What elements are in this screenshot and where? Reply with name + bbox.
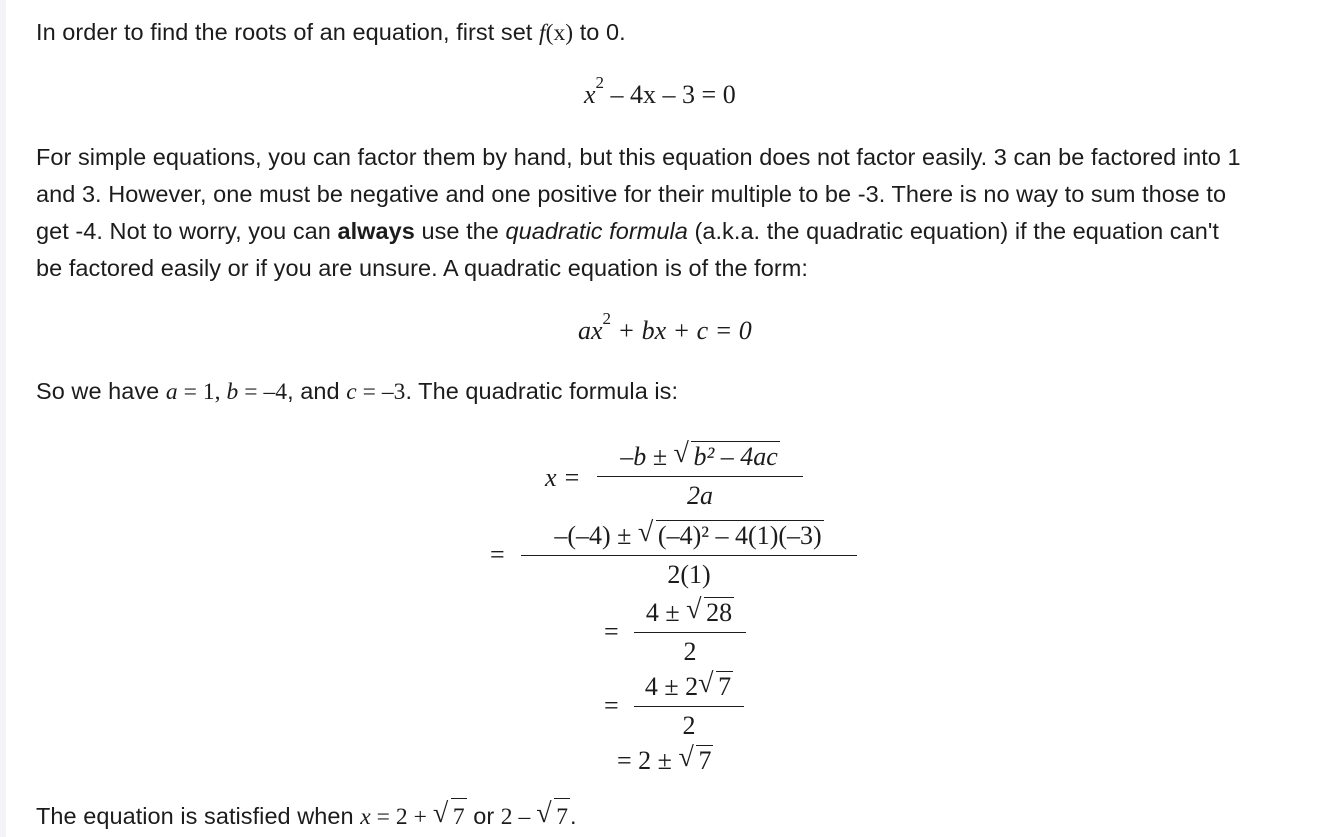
formula-numerator: [597, 440, 803, 476]
step2-numerator: [521, 519, 857, 555]
sqrt-step3: [686, 596, 734, 628]
derivation-lhs: x =: [545, 463, 581, 492]
eq1-x: x: [584, 80, 596, 109]
sqrt-root1: [433, 797, 467, 836]
sqrt-step5: [678, 744, 713, 776]
step3-denominator: 2: [683, 637, 697, 667]
step3-num-a: 4 ±: [645, 598, 687, 627]
step2-fraction: [521, 519, 857, 590]
formula-denominator: 2a: [687, 481, 713, 511]
sqrt-root2: [536, 797, 570, 836]
para2-line3-a: get -4. Not to worry, you can: [36, 218, 338, 244]
factoring-paragraph: [36, 139, 1320, 287]
step4-numerator: [634, 670, 744, 706]
eq1-exponent: 2: [595, 73, 605, 92]
var-c: c: [346, 379, 357, 405]
emphasis-always: always: [337, 218, 415, 244]
formula-fraction: [597, 440, 803, 511]
step3-equals: =: [604, 617, 619, 646]
step2-num-a: –(–4) ±: [554, 521, 638, 550]
conclusion-paragraph: [36, 797, 1320, 836]
val-c: = –3: [356, 379, 406, 405]
conclusion-a: The equation is satisfied when: [36, 803, 361, 829]
intro-text-after: to 0.: [573, 19, 626, 45]
equation-roots: [584, 73, 736, 110]
intro-text-before: In order to find the roots of an equation, first set: [36, 19, 539, 45]
para2-line2: and 3. However, one must be negative and one positive for their multiple to be -3. There is no way to sum those to: [36, 181, 1227, 207]
eq2-rest: + bx + c = 0: [611, 316, 752, 345]
step3-fraction: [634, 596, 746, 667]
radicand-step4: 7: [718, 672, 732, 701]
val-a: = 1,: [177, 379, 227, 405]
step4-equals: =: [604, 691, 619, 720]
intro-func-arg: (x): [545, 20, 574, 46]
radicand-discriminant: b² – 4ac: [693, 442, 778, 471]
para2-line3: [36, 213, 1320, 250]
radicand-root1: 7: [451, 798, 467, 836]
var-b: b: [226, 379, 239, 405]
para3-and: , and: [287, 378, 347, 404]
radicand-step2: (–4)² – 4(1)(–3): [657, 521, 822, 550]
para3-a: So we have: [36, 378, 166, 404]
para3-end: . The quadratic formula is:: [405, 378, 679, 404]
formula-num-a: –b ±: [620, 442, 674, 471]
step2-denominator: 2(1): [667, 560, 711, 590]
para2-line1: For simple equations, you can factor them by hand, but this equation does not factor easily. 3 can be factored into 1: [36, 144, 1241, 170]
conclusion-x: x: [360, 804, 371, 830]
sqrt-step4: [698, 670, 733, 702]
left-margin-strip: [0, 0, 6, 837]
sqrt-discriminant: [673, 440, 779, 472]
conclusion-end: .: [570, 803, 577, 829]
step5-a: = 2 ±: [617, 746, 679, 775]
radicand-root2: 7: [554, 798, 570, 836]
eq1-rest: – 4x – 3 = 0: [604, 80, 736, 109]
var-a: a: [165, 379, 178, 405]
sqrt-step2: [638, 519, 824, 551]
para2-line3-c: (a.k.a. the quadratic equation) if the equation can't: [687, 218, 1219, 244]
eq2-ax: ax: [578, 316, 603, 345]
conclusion-or: or: [466, 803, 501, 829]
step4-fraction: [634, 670, 744, 741]
para2-line3-b: use the: [414, 218, 506, 244]
intro-paragraph: [36, 14, 1320, 52]
para2-line4: be factored easily or if you are unsure. A quadratic equation is of the form:: [36, 255, 808, 281]
radicand-step3: 28: [706, 598, 733, 627]
step4-denominator: 2: [682, 711, 696, 741]
conclusion-b: = 2 +: [370, 804, 433, 830]
equation-general-form: [578, 309, 752, 346]
term-quadratic-formula: quadratic formula: [505, 218, 688, 244]
step2-equals: =: [490, 540, 505, 569]
val-b: = –4: [238, 379, 288, 405]
step3-numerator: [634, 596, 746, 632]
coefficients-paragraph: [36, 373, 1320, 411]
intro-func-name: f: [538, 20, 546, 46]
step4-num-a: 4 ± 2: [644, 672, 699, 701]
radicand-step5: 7: [698, 746, 712, 775]
eq2-exponent: 2: [602, 309, 612, 328]
step5-result: [617, 744, 713, 776]
conclusion-c: 2 –: [500, 804, 537, 830]
